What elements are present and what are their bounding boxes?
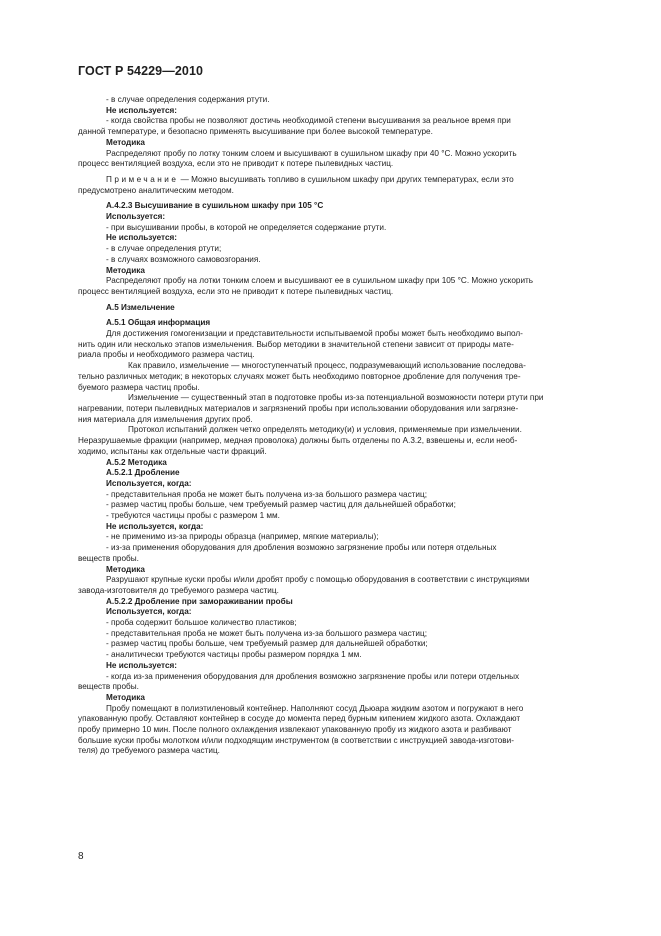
text-line: риала пробы и необходимого размера частиц. — [78, 350, 255, 360]
section-label: Методика — [106, 137, 145, 147]
document-body — [78, 95, 612, 757]
section-label: Методика — [106, 265, 145, 275]
section-heading: А.5.2 Методика — [106, 457, 167, 467]
text-line: - размер частиц пробы больше, чем требуемый размер для дальнейшей обработки; — [106, 639, 428, 649]
section-heading: А.5.2.2 Дробление при замораживании пробы — [106, 596, 293, 606]
text-line: завода-изготовителя до требуемого размера частиц. — [78, 585, 279, 595]
section-label: Не используется: — [106, 233, 178, 243]
text-line: ния материала для измельчения других проб. — [78, 414, 253, 424]
text-line: Как правило, измельчение — многоступенчатый процесс, подразумевающий использование последова- — [128, 361, 526, 371]
text-line: процесс вентиляцией воздуха, если это не приводит к потере пылевидных частиц. — [78, 159, 394, 169]
text-line: теля) до требуемого размера частиц. — [78, 746, 220, 756]
note-label: Примечание — [106, 174, 179, 184]
text-line: веществ пробы. — [78, 682, 139, 692]
text-line: - при высушивании пробы, в которой не определяется содержание ртути. — [106, 222, 387, 232]
text-line: предусмотрено аналитическим методом. — [78, 185, 234, 195]
text-line: - в случае определения содержания ртути. — [106, 95, 270, 104]
section-label: Не используется: — [106, 105, 178, 115]
text-line: - из-за применения оборудования для дробления возможно загрязнение пробы или потеря отдельных — [106, 543, 497, 553]
section-heading: А.4.2.3 Высушивание в сушильном шкафу при 105 °С — [106, 201, 324, 211]
text-line: - требуются частицы пробы с размером 1 мм. — [106, 511, 280, 521]
section-label: Не используется: — [106, 660, 178, 670]
text-line: упакованную пробу. Оставляют контейнер в сосуде до момента перед бурным кипением жидкого азота. Охлаждают — [78, 714, 521, 724]
text-line: Измельчение — существенный этап в подготовке пробы из-за потенциальной возможности потери ртути при — [128, 393, 544, 403]
text-line: Распределяют пробу на лотки тонким слоем и высушивают ее в сушильном шкафу при 105 °С. Можно ускорить — [106, 276, 534, 286]
text-line: - представительная проба не может быть получена из-за большого размера частиц; — [106, 628, 427, 638]
text-line: - не применимо из-за природы образца (например, мягкие материалы); — [106, 532, 379, 542]
text-line: - когда из-за применения оборудования для дробления возможно загрязнение пробы или потери отдельных — [106, 671, 520, 681]
text-line: - в случае определения ртути; — [106, 244, 222, 254]
text-line: Распределяют пробу по лотку тонким слоем и высушивают в сушильном шкафу при 40 °С. Можно ускорить — [106, 148, 517, 158]
text-line: нагревании, потери пылевидных материалов и загрязнений пробы при использовании оборудования или загрязне- — [78, 403, 519, 413]
section-label: Не используется, когда: — [106, 521, 204, 531]
text-line: - когда свойства пробы не позволяют достичь необходимой степени высушивания за реальное время при — [106, 116, 511, 126]
section-label: Методика — [106, 564, 145, 574]
text-line: - представительная проба не может быть получена из-за большого размера частиц; — [106, 489, 427, 499]
note-line — [106, 175, 612, 186]
text-line: большие куски пробы молотком и/или подходящим инструментом (в соответствии с инструкцией завода-изготови- — [78, 735, 514, 745]
text-line: процесс вентиляцией воздуха, если это не приводит к потере пылевидных частиц. — [78, 286, 394, 296]
document-header: ГОСТ Р 54229—2010 — [78, 64, 204, 78]
section-label: Используется, когда: — [106, 478, 192, 488]
text-line: - в случаях возможного самовозгорания. — [106, 254, 261, 264]
text-line: пробу примерно 10 мин. После полного охлаждения извлекают упакованную пробу из жидкого азота и разбивают — [78, 725, 512, 735]
text-line: - аналитически требуются частицы пробы размером порядка 1 мм. — [106, 650, 362, 660]
section-label: Используется: — [106, 212, 166, 222]
text-line: Разрушают крупные куски пробы и/или дробят пробу с помощью оборудования в соответствии с инструкциями — [106, 575, 530, 585]
section-label: Методика — [106, 692, 145, 702]
text-line: Для достижения гомогенизации и представительности испытываемой пробы может быть необходимо выпол- — [106, 329, 523, 339]
text-line: веществ пробы. — [78, 553, 139, 563]
section-heading: А.5 Измельчение — [106, 302, 175, 312]
text-line: Протокол испытаний должен четко определять методику(и) и условия, применяемые при измельчении. — [128, 425, 522, 435]
section-label: Используется, когда: — [106, 607, 192, 617]
text-line: ходимо, испытаны как отдельные части фракций. — [78, 446, 267, 456]
text-line: - проба содержит большое количество пластиков; — [106, 618, 297, 628]
text-line: буемого размера частиц пробы. — [78, 382, 200, 392]
section-heading: А.5.1 Общая информация — [106, 318, 211, 328]
note-text: — Можно высушивать топливо в сушильном шкафу при других температурах, если это — [180, 174, 514, 184]
text-line: нить один или несколько этапов измельчения. Выбор методики в значительной степени зависит от природы мате- — [78, 339, 514, 349]
section-heading: А.5.2.1 Дробление — [106, 468, 180, 478]
text-line: тельно различных методик; в некоторых случаях может быть необходимо повторное дробление для получения тре- — [78, 371, 521, 381]
page-number: 8 — [78, 851, 84, 862]
text-line: - размер частиц пробы больше, чем требуемый размер частиц для дальнейшей обработки; — [106, 500, 456, 510]
text-line: данной температуре, и безопасно применять высушивание при более высокой температуре. — [78, 127, 433, 137]
text-line: Неразрушаемые фракции (например, медная проволока) должны быть отделены по А.3.2, взвешены и, если необ- — [78, 436, 518, 446]
text-line: Пробу помещают в полиэтиленовый контейнер. Наполняют сосуд Дьюара жидким азотом и погружают в него — [106, 703, 524, 713]
